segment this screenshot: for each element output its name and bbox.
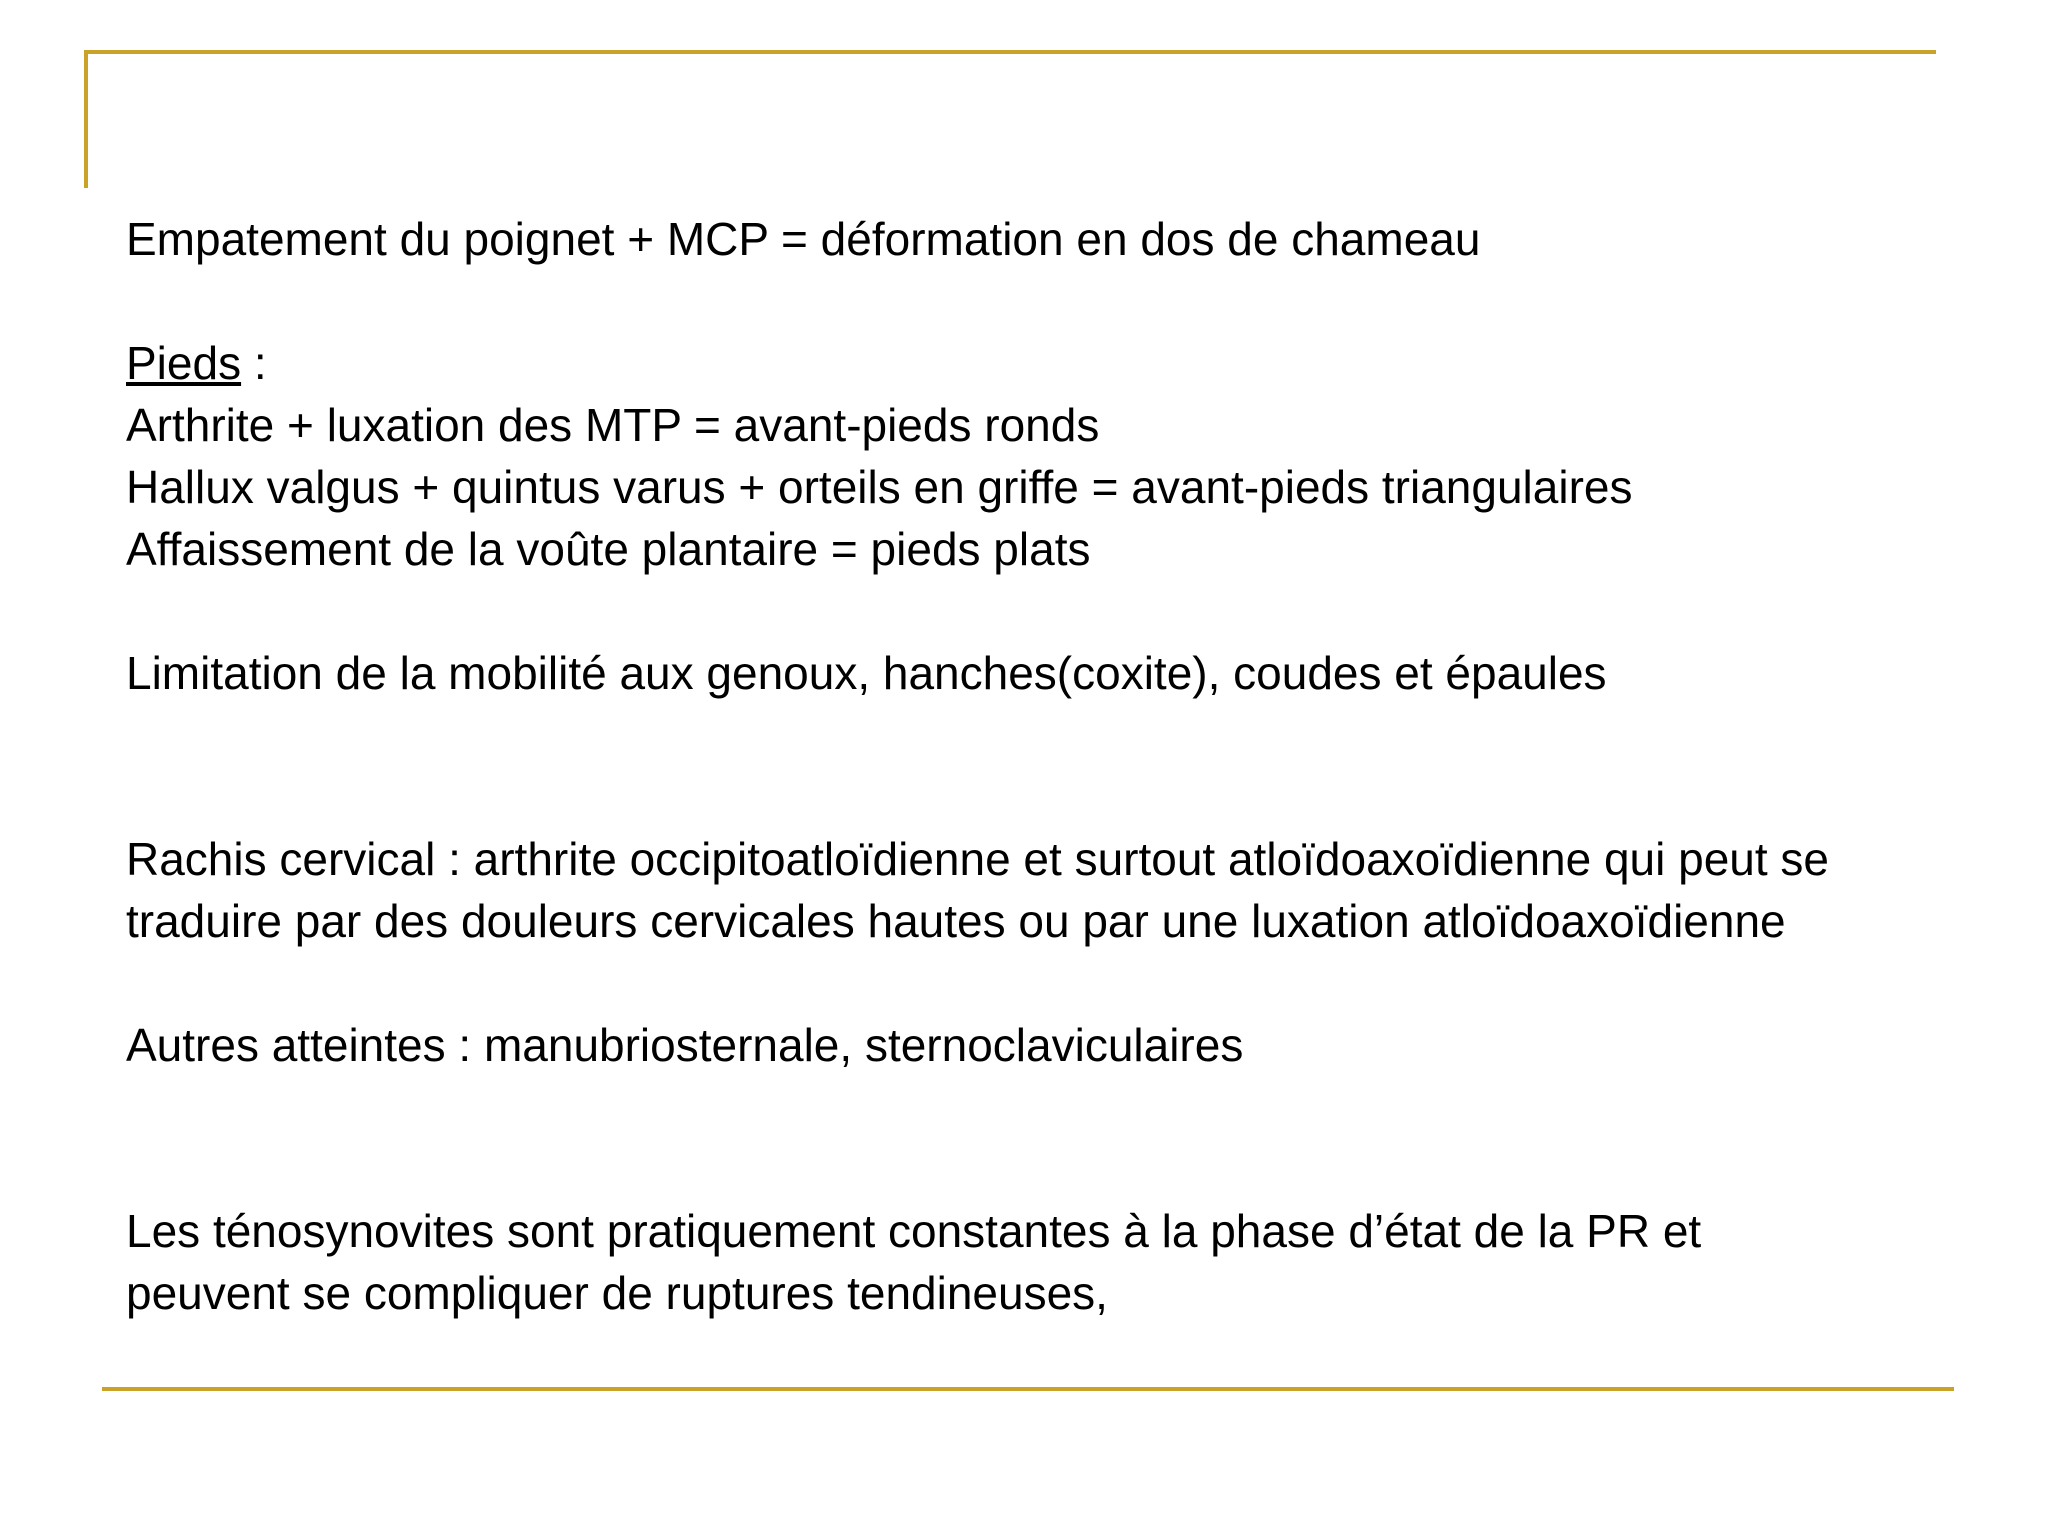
paragraph-autres: Autres atteintes : manubriosternale, sternoclaviculaires <box>126 1019 1244 1071</box>
paragraph-tenosynovites-line: Les ténosynovites sont pratiquement constantes à la phase d’état de la PR et <box>126 1205 1702 1257</box>
spacer <box>126 270 2041 332</box>
slide-body <box>126 208 2041 1324</box>
pieds-heading-label: Pieds <box>126 337 242 389</box>
paragraph-limitation: Limitation de la mobilité aux genoux, hanches(coxite), coudes et épaules <box>126 647 1607 699</box>
spacer <box>126 1076 2041 1200</box>
paragraph-rachis-line: traduire par des douleurs cervicales hautes ou par une luxation atloïdoaxoïdienne <box>126 895 1786 947</box>
pieds-heading-colon: : <box>241 337 267 389</box>
pieds-item: Affaissement de la voûte plantaire = pieds plats <box>126 523 1091 575</box>
paragraph-tenosynovites-line: peuvent se compliquer de ruptures tendineuses, <box>126 1267 1108 1319</box>
pieds-heading <box>126 332 2041 394</box>
pieds-item: Arthrite + luxation des MTP = avant-pieds ronds <box>126 399 1100 451</box>
spacer <box>126 952 2041 1014</box>
spacer <box>126 580 2041 642</box>
top-accent-rule <box>84 50 1936 54</box>
left-accent-rule <box>84 50 88 188</box>
pieds-item: Hallux valgus + quintus varus + orteils en griffe = avant-pieds triangulaires <box>126 461 1633 513</box>
spacer <box>126 704 2041 828</box>
bottom-accent-rule <box>102 1387 1954 1391</box>
paragraph-empatement: Empatement du poignet + MCP = déformation en dos de chameau <box>126 213 1481 265</box>
paragraph-rachis-line: Rachis cervical : arthrite occipitoatloïdienne et surtout atloïdoaxoïdienne qui peut se <box>126 833 1830 885</box>
